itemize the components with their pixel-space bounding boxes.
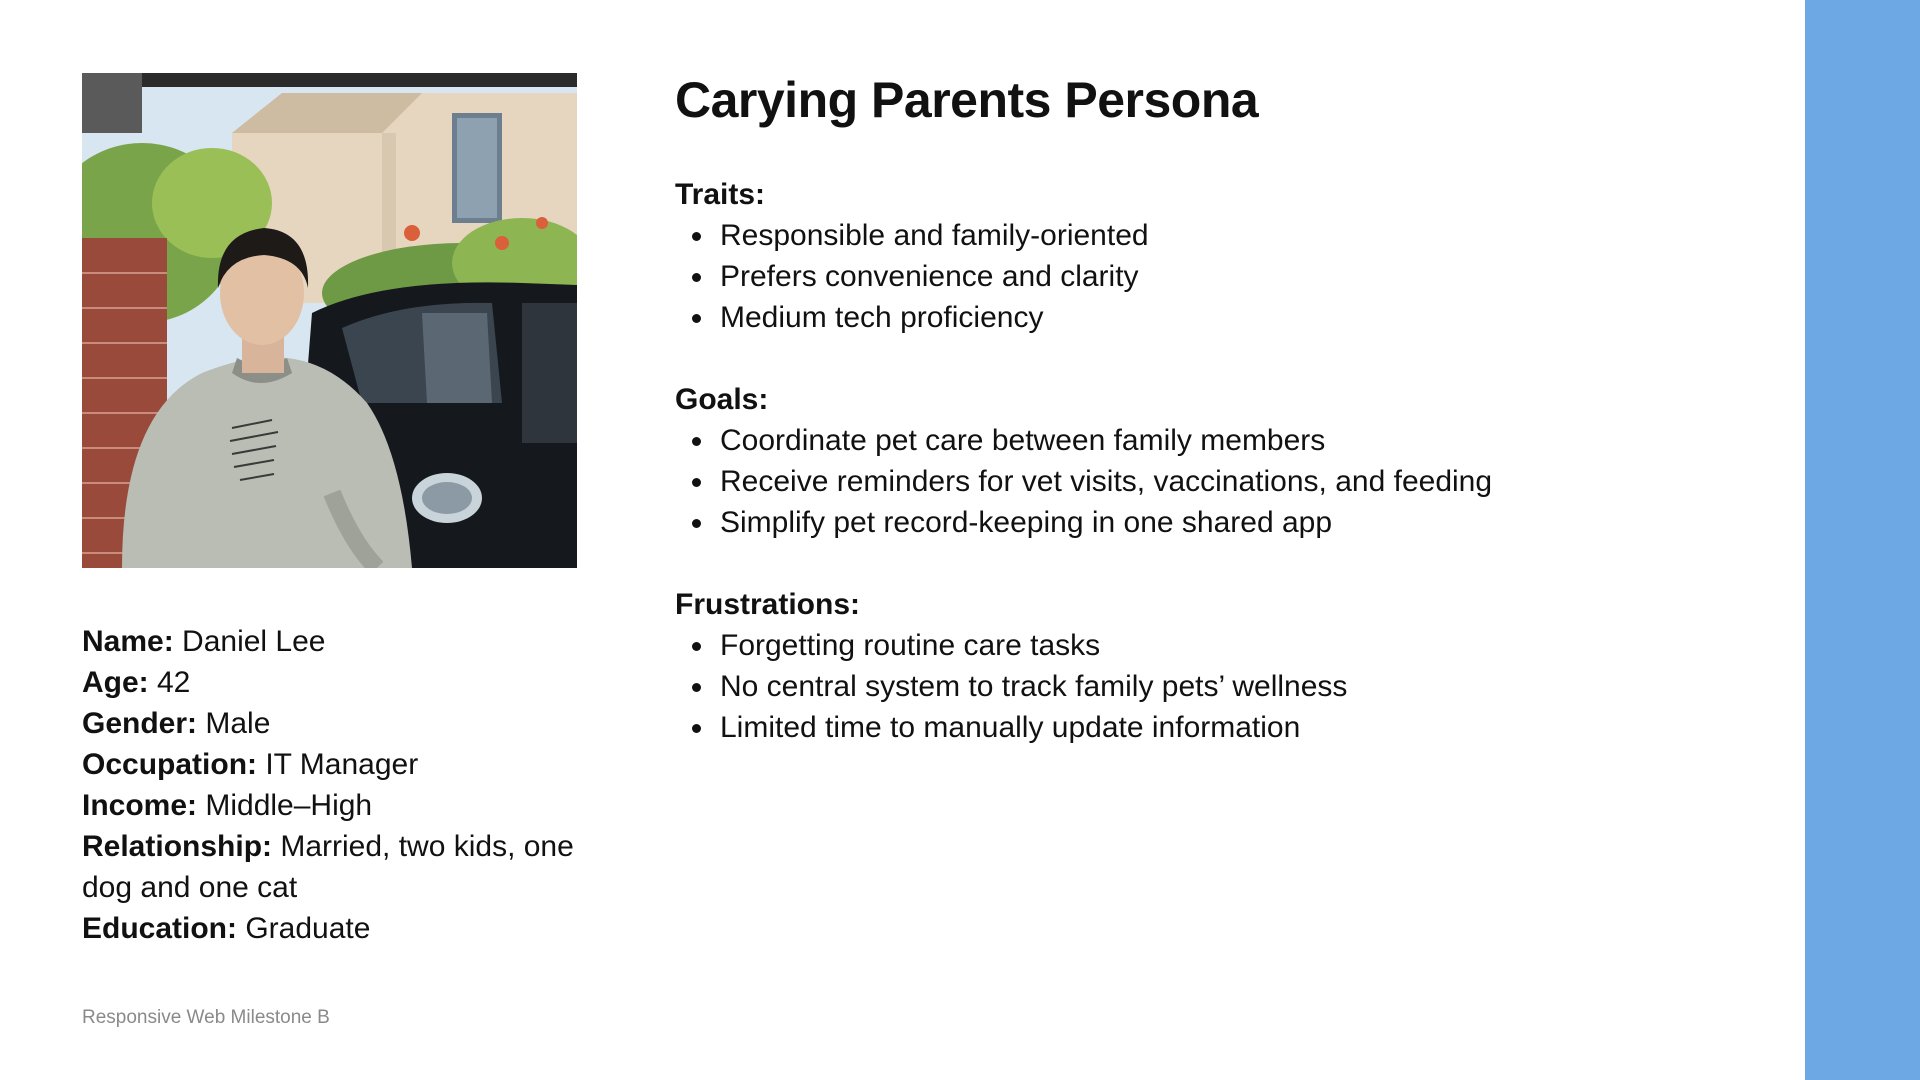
footer-text: Responsive Web Milestone B bbox=[82, 1007, 330, 1028]
frustrations-section bbox=[675, 584, 1775, 748]
list-item: Simplify pet record-keeping in one shared app bbox=[675, 502, 1775, 543]
frustrations-list bbox=[675, 625, 1775, 748]
profile-education-value: Graduate bbox=[245, 912, 371, 945]
profile-income-value: Middle–High bbox=[205, 789, 373, 822]
goals-section bbox=[675, 379, 1775, 543]
persona-details bbox=[675, 70, 1775, 789]
list-item: Prefers convenience and clarity bbox=[675, 256, 1775, 297]
list-item: Medium tech proficiency bbox=[675, 297, 1775, 338]
profile-age-value: 42 bbox=[157, 666, 191, 699]
profile-gender-label: Gender: bbox=[82, 707, 206, 740]
profile-relationship bbox=[82, 826, 582, 908]
traits-section bbox=[675, 174, 1775, 338]
profile-income-label: Income: bbox=[82, 789, 206, 822]
list-item: Coordinate pet care between family members bbox=[675, 420, 1775, 461]
page-title: Carying Parents Persona bbox=[675, 72, 1259, 128]
profile-relationship-label: Relationship: bbox=[82, 830, 281, 863]
list-item: Forgetting routine care tasks bbox=[675, 625, 1775, 666]
profile-occupation-label: Occupation: bbox=[82, 748, 266, 781]
persona-photo bbox=[82, 73, 577, 568]
profile-name-label: Name: bbox=[82, 625, 183, 658]
profile-income bbox=[82, 785, 582, 826]
profile-occupation-value: IT Manager bbox=[265, 748, 419, 781]
persona-profile bbox=[82, 621, 582, 949]
traits-heading: Traits: bbox=[675, 178, 766, 211]
profile-gender-value: Male bbox=[205, 707, 271, 740]
profile-age-label: Age: bbox=[82, 666, 157, 699]
accent-side-bar bbox=[1805, 0, 1920, 1080]
goals-heading: Goals: bbox=[675, 383, 769, 416]
profile-education bbox=[82, 908, 582, 949]
goals-list bbox=[675, 420, 1775, 543]
list-item: No central system to track family pets’ wellness bbox=[675, 666, 1775, 707]
list-item: Limited time to manually update information bbox=[675, 707, 1775, 748]
profile-age bbox=[82, 662, 582, 703]
profile-gender bbox=[82, 703, 582, 744]
traits-list bbox=[675, 215, 1775, 338]
profile-education-label: Education: bbox=[82, 912, 246, 945]
frustrations-heading: Frustrations: bbox=[675, 588, 861, 621]
list-item: Receive reminders for vet visits, vaccinations, and feeding bbox=[675, 461, 1775, 502]
list-item: Responsible and family-oriented bbox=[675, 215, 1775, 256]
profile-name-value: Daniel Lee bbox=[182, 625, 326, 658]
profile-occupation bbox=[82, 744, 582, 785]
profile-relationship-value: Married, two kids, one dog and one cat bbox=[82, 830, 574, 904]
profile-name bbox=[82, 621, 582, 662]
